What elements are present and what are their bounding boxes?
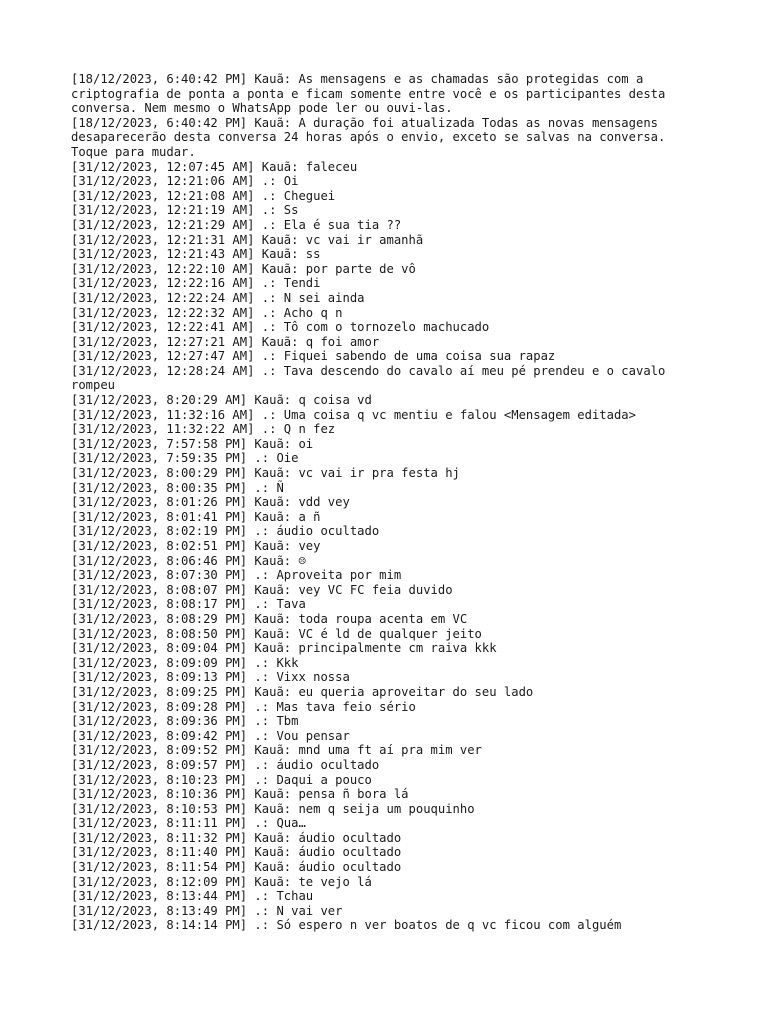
chat-line: [31/12/2023, 12:21:19 AM] .: Ss	[71, 203, 299, 218]
chat-line: [31/12/2023, 8:11:32 PM] Kauã: áudio ocultado	[71, 830, 402, 845]
chat-line: [31/12/2023, 8:08:29 PM] Kauã: toda roupa acenta em VC	[71, 611, 468, 626]
chat-line: [18/12/2023, 6:40:42 PM] Kauã: As mensagens e as chamadas são protegidas com a criptografia de ponta a ponta e ficam somente entre você e os participantes desta conversa. Nem mesmo o WhatsApp pode ler ou ouvi-las.	[71, 72, 673, 116]
chat-line: [31/12/2023, 8:11:11 PM] .: Qua…	[71, 816, 306, 831]
chat-line: [31/12/2023, 12:21:29 AM] .: Ela é sua tia ??	[71, 217, 402, 232]
chat-line: [31/12/2023, 8:00:35 PM] .: Ñ	[71, 480, 284, 495]
chat-line: [31/12/2023, 12:22:41 AM] .: Tô com o tornozelo machucado	[71, 320, 490, 335]
chat-line: [31/12/2023, 8:11:40 PM] Kauã: áudio ocultado	[71, 845, 402, 860]
chat-line: [31/12/2023, 8:09:09 PM] .: Kkk	[71, 655, 299, 670]
chat-line: [31/12/2023, 8:12:09 PM] Kauã: te vejo lá	[71, 874, 372, 889]
chat-line: [31/12/2023, 12:07:45 AM] Kauã: faleceu	[71, 159, 358, 174]
chat-line: [31/12/2023, 8:13:44 PM] .: Tchau	[71, 889, 314, 904]
chat-line: [31/12/2023, 12:21:06 AM] .: Oi	[71, 174, 299, 189]
chat-line: [31/12/2023, 8:09:13 PM] .: Vixx nossa	[71, 670, 350, 685]
chat-line: [31/12/2023, 8:14:14 PM] .: Só espero n ver boatos de q vc ficou com alguém	[71, 918, 622, 933]
chat-line: [31/12/2023, 12:21:31 AM] Kauã: vc vai ir amanhã	[71, 232, 424, 247]
chat-line: [31/12/2023, 12:22:16 AM] .: Tendi	[71, 276, 321, 291]
chat-line: [31/12/2023, 8:10:53 PM] Kauã: nem q seija um pouquinho	[71, 801, 475, 816]
chat-line: [31/12/2023, 11:32:22 AM] .: Q n fez	[71, 422, 336, 437]
chat-line: [31/12/2023, 8:20:29 AM] Kauã: q coisa vd	[71, 393, 372, 408]
chat-line: [31/12/2023, 12:21:08 AM] .: Cheguei	[71, 188, 336, 203]
chat-line: [31/12/2023, 8:00:29 PM] Kauã: vc vai ir pra festa hj	[71, 466, 460, 481]
chat-line: [31/12/2023, 8:09:28 PM] .: Mas tava feio sério	[71, 699, 416, 714]
chat-line: [31/12/2023, 8:02:51 PM] Kauã: vey	[71, 539, 321, 553]
chat-line: [31/12/2023, 8:09:04 PM] Kauã: principalmente cm raiva kkk	[71, 641, 497, 656]
chat-transcript	[71, 72, 701, 933]
chat-line: [31/12/2023, 8:10:23 PM] .: Daqui a pouco	[71, 772, 372, 787]
chat-line: [31/12/2023, 8:09:36 PM] .: Tbm	[71, 714, 299, 729]
chat-line: [31/12/2023, 12:27:21 AM] Kauã: q foi amor	[71, 334, 380, 349]
chat-line: [31/12/2023, 8:11:54 PM] Kauã: áudio ocultado	[71, 860, 402, 875]
chat-line: [31/12/2023, 12:28:24 AM] .: Tava descendo do cavalo aí meu pé prendeu e o cavalo rompeu	[71, 363, 673, 393]
chat-line: [31/12/2023, 12:22:10 AM] Kauã: por parte de vô	[71, 261, 416, 276]
chat-line: [31/12/2023, 8:10:36 PM] Kauã: pensa ñ bora lá	[71, 787, 409, 802]
chat-line: [31/12/2023, 8:06:46 PM] Kauã: ☹	[71, 553, 306, 568]
chat-line: [31/12/2023, 12:21:43 AM] Kauã: ss	[71, 247, 321, 262]
chat-line: [31/12/2023, 12:22:24 AM] .: N sei ainda	[71, 290, 365, 305]
chat-line: [31/12/2023, 8:09:25 PM] Kauã: eu queria aproveitar do seu lado	[71, 684, 534, 699]
chat-line: [31/12/2023, 8:09:42 PM] .: Vou pensar	[71, 728, 350, 743]
chat-line: [31/12/2023, 8:08:50 PM] Kauã: VC é ld de qualquer jeito	[71, 626, 482, 641]
chat-line: [31/12/2023, 7:57:58 PM] Kauã: oi	[71, 436, 314, 451]
chat-line: [31/12/2023, 8:02:19 PM] .: áudio ocultado	[71, 524, 380, 539]
chat-line: [18/12/2023, 6:40:42 PM] Kauã: A duração foi atualizada Todas as novas mensagens desaparecerão desta conversa 24 horas após o envio, exceto se salvas na conversa. Toque para mudar.	[71, 115, 673, 159]
chat-line: [31/12/2023, 8:08:17 PM] .: Tava	[71, 597, 306, 612]
chat-line: [31/12/2023, 11:32:16 AM] .: Uma coisa q vc mentiu e falou <Mensagem editada>	[71, 407, 636, 422]
chat-line: [31/12/2023, 7:59:35 PM] .: Oie	[71, 451, 299, 466]
chat-line: [31/12/2023, 12:22:32 AM] .: Acho q n	[71, 305, 343, 320]
chat-line: [31/12/2023, 12:27:47 AM] .: Fiquei sabendo de uma coisa sua rapaz	[71, 349, 556, 364]
chat-line: [31/12/2023, 8:08:07 PM] Kauã: vey VC FC feia duvido	[71, 582, 453, 597]
chat-line: [31/12/2023, 8:01:41 PM] Kauã: a ñ	[71, 509, 321, 524]
chat-line: [31/12/2023, 8:01:26 PM] Kauã: vdd vey	[71, 495, 350, 510]
chat-line: [31/12/2023, 8:07:30 PM] .: Aproveita por mim	[71, 568, 402, 583]
chat-line: [31/12/2023, 8:09:57 PM] .: áudio ocultado	[71, 757, 380, 772]
chat-line: [31/12/2023, 8:13:49 PM] .: N vai ver	[71, 903, 343, 918]
chat-line: [31/12/2023, 8:09:52 PM] Kauã: mnd uma ft aí pra mim ver	[71, 743, 482, 758]
